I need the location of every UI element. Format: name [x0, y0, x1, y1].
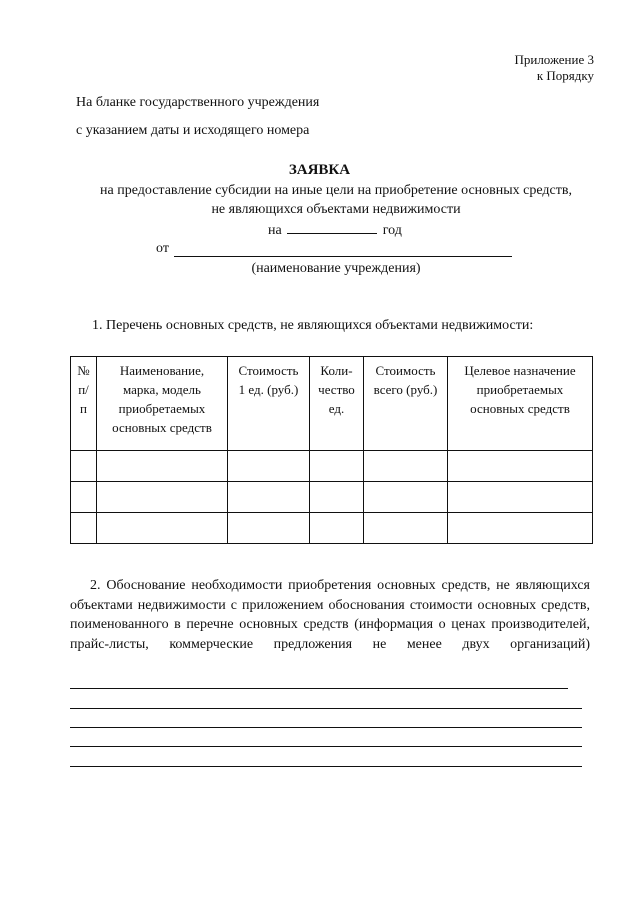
year-field [268, 221, 402, 239]
table-header-col-number [71, 357, 97, 451]
appendix-order: к Порядку [536, 68, 594, 83]
table-header-line: п/ [78, 382, 89, 397]
table-row [71, 451, 593, 482]
table-header-row [71, 357, 593, 451]
letterhead-note-2: с указанием даты и исходящего номера [76, 123, 310, 138]
year-blank[interactable] [287, 221, 377, 234]
table-header-line: Стоимость [375, 363, 436, 378]
table-cell-col-name-model[interactable] [97, 451, 228, 482]
answer-line[interactable] [70, 708, 582, 709]
table-cell-col-purpose[interactable] [448, 451, 593, 482]
table-header-line: п [80, 401, 87, 416]
table-cell-col-purpose[interactable] [448, 482, 593, 513]
document-subtitle-2: не являющихся объектами недвижимости [211, 202, 461, 217]
table-cell-col-number[interactable] [71, 451, 97, 482]
table-header-col-purpose [448, 357, 593, 451]
table-cell-col-quantity[interactable] [310, 513, 364, 544]
table-header-col-name-model [97, 357, 228, 451]
table-header-line: всего (руб.) [373, 382, 438, 397]
table-header-line: чество [318, 382, 355, 397]
institution-name-blank[interactable] [174, 256, 512, 257]
table-header-line: Коли- [320, 363, 353, 378]
table-cell-col-name-model[interactable] [97, 482, 228, 513]
section-1-heading: 1. Перечень основных средств, не являющихся объектами недвижимости: [92, 318, 534, 333]
table-cell-col-unit-cost[interactable] [228, 513, 310, 544]
document-title: ЗАЯВКА [288, 162, 351, 178]
table-cell-col-total-cost[interactable] [364, 513, 448, 544]
table-header-line: приобретаемых [118, 401, 206, 416]
table-cell-col-purpose[interactable] [448, 513, 593, 544]
table-row [71, 513, 593, 544]
year-suffix: год [382, 223, 402, 238]
table-header-line: приобретаемых [476, 382, 564, 397]
table-header-line: основных средств [112, 420, 212, 435]
table-header-col-total-cost [364, 357, 448, 451]
institution-name-caption: (наименование учреждения) [251, 261, 421, 276]
answer-line[interactable] [70, 727, 582, 728]
table-header-line: № [77, 363, 90, 378]
table-cell-col-quantity[interactable] [310, 482, 364, 513]
table-header-line: основных средств [470, 401, 570, 416]
table-header-line: ед. [328, 401, 345, 416]
table-header-col-unit-cost [228, 357, 310, 451]
table-body [71, 451, 593, 544]
appendix-reference [514, 52, 594, 84]
section-2-justification [70, 576, 590, 654]
table-header-line: 1 ед. (руб.) [238, 382, 299, 397]
table-cell-col-name-model[interactable] [97, 513, 228, 544]
document-subtitle-1: на предоставление субсидии на иные цели на приобретение основных средств, [100, 183, 572, 198]
table-header-line: Стоимость [238, 363, 299, 378]
section-2-text: 2. Обоснование необходимости приобретения основных средств, не являющихся объектами недвижимости с приложением обоснования стоимости основных средств, поименованного в перечне основных средств (информация о ценах производителей, прайс-листы, коммерческие предложения не менее двух организаций) [70, 578, 590, 652]
table-header-line: Наименование, [119, 363, 205, 378]
table-cell-col-total-cost[interactable] [364, 482, 448, 513]
table-header-col-quantity [310, 357, 364, 451]
year-prefix: на [268, 223, 282, 238]
appendix-number: Приложение 3 [514, 52, 594, 67]
table-cell-col-quantity[interactable] [310, 451, 364, 482]
table-row [71, 482, 593, 513]
table-cell-col-total-cost[interactable] [364, 451, 448, 482]
answer-line[interactable] [70, 746, 582, 747]
letterhead-note-1: На бланке государственного учреждения [76, 95, 320, 110]
answer-line[interactable] [70, 766, 582, 767]
table-cell-col-number[interactable] [71, 513, 97, 544]
table-header-line: Целевое назначение [464, 363, 576, 378]
fixed-assets-table [70, 356, 593, 544]
table-cell-col-unit-cost[interactable] [228, 482, 310, 513]
answer-line[interactable] [70, 688, 568, 689]
table-cell-col-number[interactable] [71, 482, 97, 513]
from-label: от [156, 241, 169, 256]
table-header-line: марка, модель [123, 382, 201, 397]
table-cell-col-unit-cost[interactable] [228, 451, 310, 482]
